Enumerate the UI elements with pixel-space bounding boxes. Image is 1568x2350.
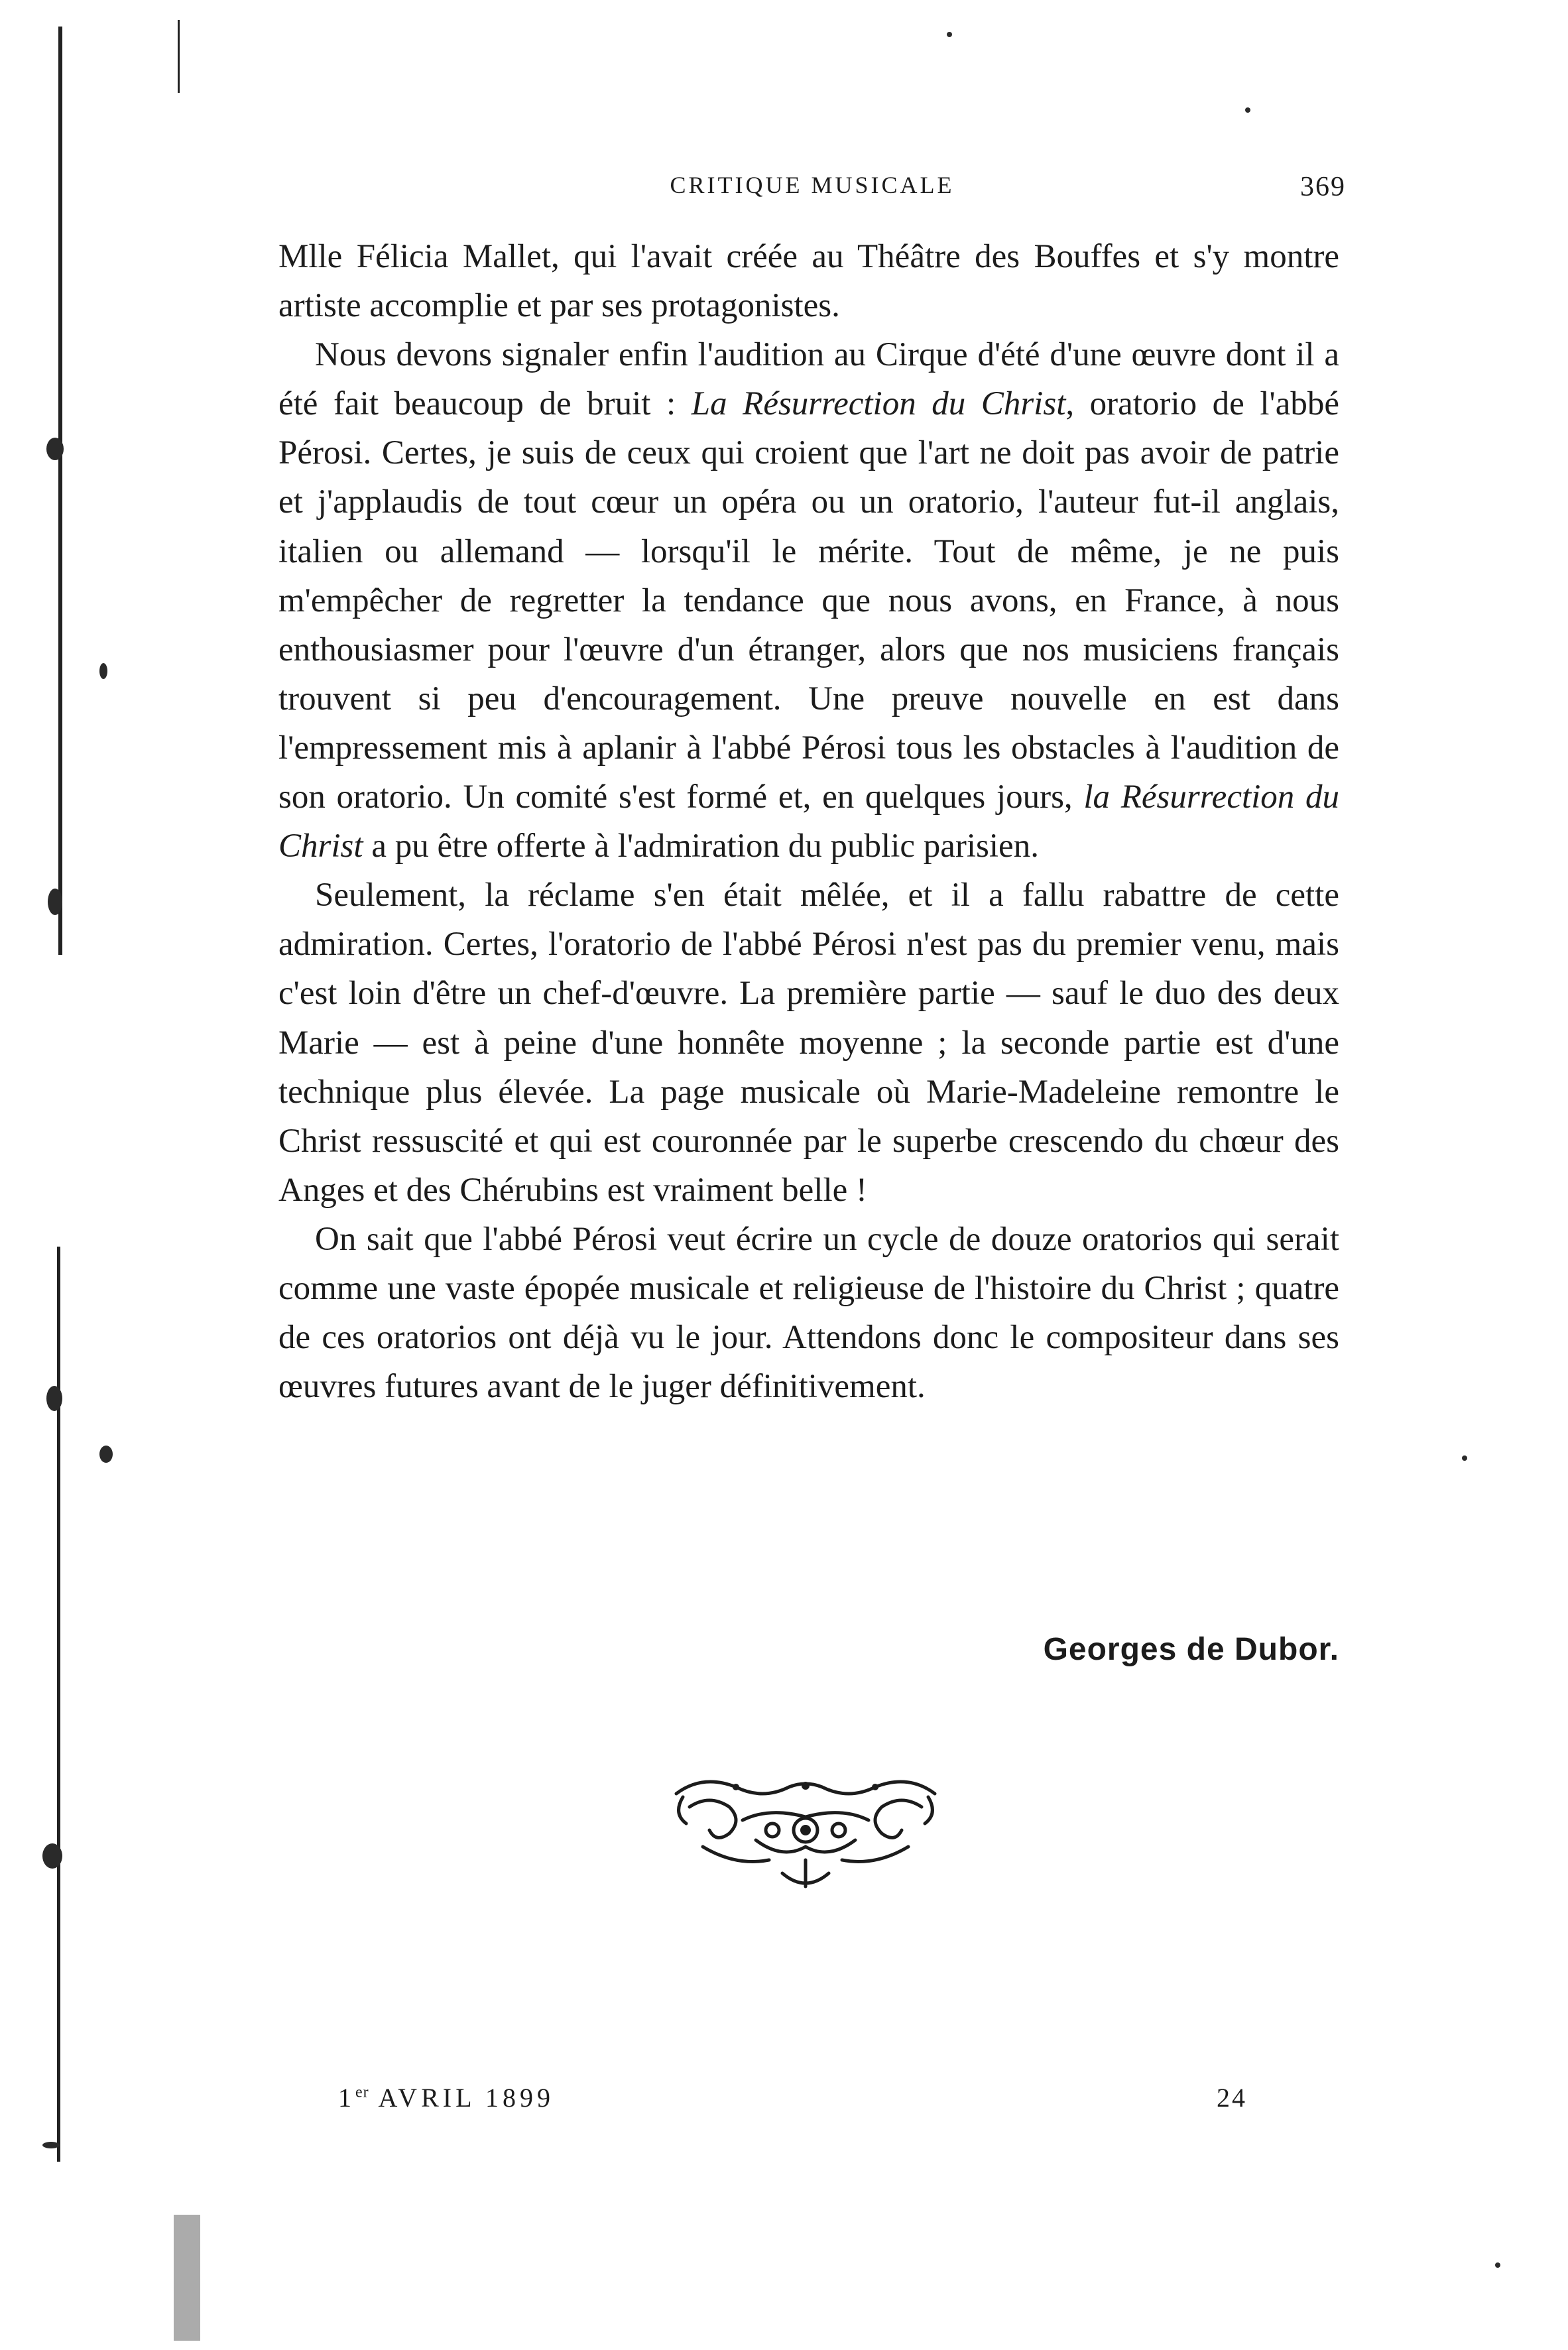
footer-date	[338, 2082, 554, 2113]
paragraph-text: Seulement, la réclame s'en était mêlée, et il a fallu rabattre de cette admiration. Certes, l'oratorio de l'abbé Pérosi n'est pas du premier venu, mais c'est loin d'être un chef-d'œuvre. La première partie — sauf le duo des deux Marie — est à peine d'une honnête moyenne ; la seconde partie est d'une technique plus élevée. La page musicale où Marie-Madeleine remontre le Christ ressuscité et qui est couronnée par le superbe crescendo du chœur des Anges et des Chérubins est vraiment belle !	[278, 877, 1339, 1209]
scan-edge-line	[178, 20, 180, 93]
author-signature: Georges de Dubor.	[1043, 1632, 1339, 1667]
scan-speck	[1462, 1455, 1467, 1461]
paragraph-text: On sait que l'abbé Pérosi veut écrire un cycle de douze oratorios qui serait comme une vaste épopée musicale et religieuse de l'histoire du Christ ; quatre de ces oratorios ont déjà vu le jour. Attendons donc le compositeur dans ses œuvres futures avant de le juger définitivement.	[278, 1220, 1339, 1406]
paragraph	[278, 330, 1339, 871]
article-body	[278, 232, 1339, 1411]
paragraph-text: a pu être offerte à l'admiration du public parisien.	[363, 828, 1039, 865]
scan-speck	[1495, 2262, 1500, 2268]
scan-edge-line	[57, 1247, 60, 2162]
italic-title-text: La Résurrection du Christ	[691, 385, 1066, 423]
footer-date-day: 1	[338, 2083, 355, 2113]
paragraph	[278, 1215, 1339, 1411]
signature-mark: 24	[1217, 2083, 1247, 2113]
scan-edge-line	[174, 2215, 200, 2341]
running-title: CRITIQUE MUSICALE	[670, 172, 955, 198]
scan-speck	[46, 438, 64, 460]
paragraph	[278, 232, 1339, 330]
scan-speck	[99, 663, 107, 679]
paragraph	[278, 871, 1339, 1215]
scan-speck	[42, 1843, 62, 1869]
italic-title-text: la Résurrection du Christ	[278, 778, 1339, 865]
paragraph-text: Nous devons signaler enfin l'audition au Cirque d'été d'une œuvre dont il a été fait beaucoup de bruit :	[278, 336, 1339, 423]
scan-speck	[48, 889, 62, 915]
scan-speck	[947, 32, 952, 37]
paragraph-text: , oratorio de l'abbé Pérosi. Certes, je suis de ceux qui croient que l'art ne doit pas avoir de patrie et j'applaudis de tout cœur un opéra ou un oratorio, l'auteur fut-il anglais, italien ou allemand — lorsqu'il le mérite. Tout de même, je ne puis m'empêcher de regretter la tendance que nous avons, en France, à nous enthousiasmer pour l'œuvre d'un étranger, alors que nos musiciens français trouvent si peu d'encouragement. Une preuve nouvelle en est dans l'empressement mis à aplanir à l'abbé Pérosi tous les obstacles à l'audition de son oratorio. Un comité s'est formé et, en quelques jours,	[278, 385, 1339, 816]
scan-edge-line	[58, 27, 62, 955]
scan-speck	[46, 1386, 62, 1411]
scan-speck	[42, 2142, 60, 2148]
running-head	[278, 171, 1346, 211]
fleuron-ornament-icon	[663, 1767, 948, 1893]
footer-date-superscript: er	[355, 2083, 369, 2101]
footer-date-rest: AVRIL 1899	[369, 2083, 555, 2113]
scan-speck	[99, 1446, 113, 1463]
paragraph-text: Mlle Félicia Mallet, qui l'avait créée au Théâtre des Bouffes et s'y montre artiste accomplie et par ses protagonistes.	[278, 238, 1339, 325]
page-number: 369	[1300, 172, 1346, 202]
scan-speck	[1245, 107, 1250, 113]
